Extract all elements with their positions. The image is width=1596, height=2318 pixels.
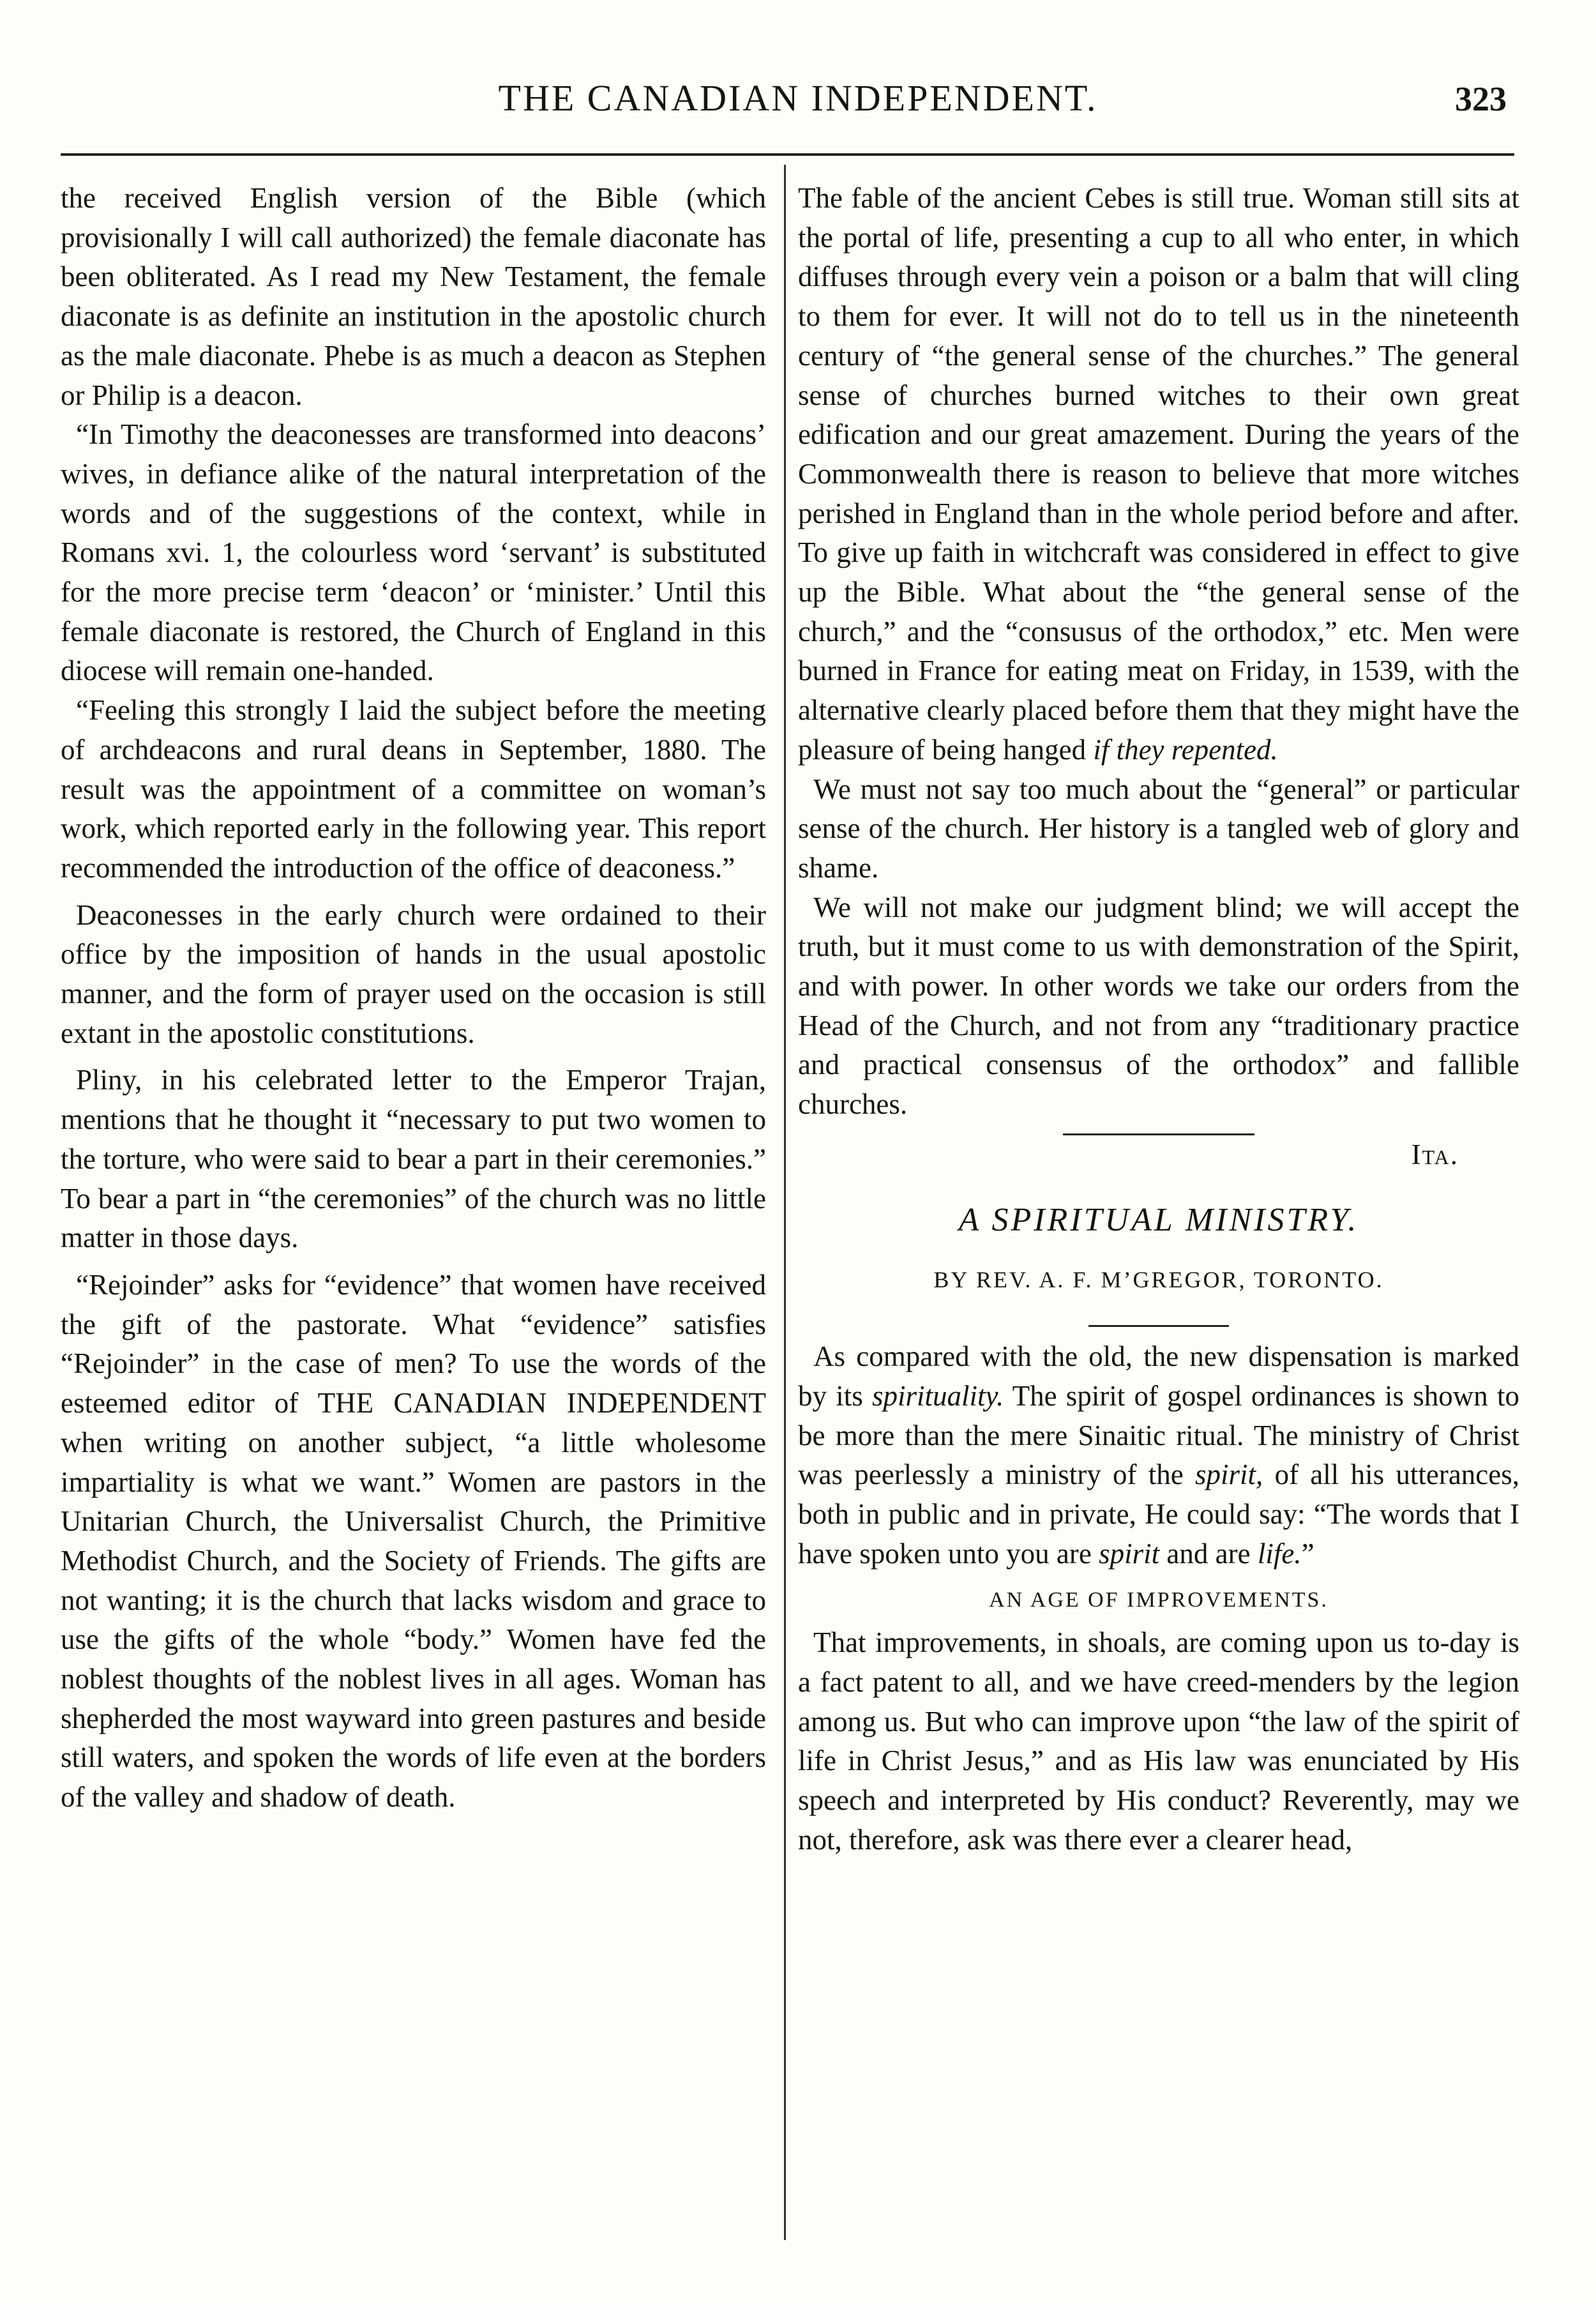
signature: Ita.: [1411, 1138, 1459, 1170]
right-paragraph-3: We will not make our judgment blind; we will accept the truth, but it must come to us with demonstration of the Spirit, and with power. In other words we take our orders from the Head of the Church, and not from any “traditionary practice and practical consensus of the orthodox” and fallible churches.: [798, 891, 1519, 1121]
left-paragraph-2: “In Timothy the deaconesses are transformed into deacons’ wives, in defiance alike of the natural interpretation of the words and of the suggestions of the context, while in Romans xvi. 1, the colourless word ‘servant’ is substituted for the more precise term ‘deacon’ or ‘minister.’ Until this female diaconate is restored, the Church of England in this diocese will remain one-handed.: [61, 418, 766, 687]
page-number: 323: [1455, 80, 1507, 118]
subheading: AN AGE OF IMPROVEMENTS.: [989, 1587, 1329, 1612]
left-paragraph-4: Deaconesses in the early church were ordained to their office by the imposition of hands in the usual apostolic manner, and the form of prayer used on the occasion is still extant in the apostolic constitutions.: [61, 898, 766, 1049]
byline: BY REV. A. F. M’GREGOR, TORONTO.: [933, 1266, 1384, 1292]
left-paragraph-6: “Rejoinder” asks for “evidence” that women have received the gift of the pastorate. What “evidence” satisfies “Rejoinder” in the case of men? To use the words of the esteemed editor of THE CANADIAN INDEPENDENT when writing on another subject, “a little wholesome impartiality is what we want.” Women are pastors in the Unitarian Church, the Universalist Church, the Primitive Methodist Church, and the Society of Friends. The gifts are not wanting; it is the church that lacks wisdom and grace to use the gifts of the whole “body.” Women have fed the noblest thoughts of the noblest lives in all ages. Woman has shepherded the most wayward into green pastures and beside still waters, and spoken the words of life even at the borders of the valley and shadow of death.: [61, 1268, 766, 1814]
right-paragraph-5: That improvements, in shoals, are coming upon us to-day is a fact patent to all, and we have creed-menders by the legion among us. But who can improve upon “the law of the spirit of life in Christ Jesus,” and as His law was enunciated by His speech and interpreted by His conduct? Reverently, may we not, therefore, ask was there ever a clearer head,: [798, 1626, 1519, 1856]
left-paragraph-1: the received English version of the Bible (which provisionally I will call authorized) the female diaconate has been obliterated. As I read my New Testament, the female diaconate is as definite an institution in the apostolic church as the male diaconate. Phebe is as much a deacon as Stephen or Philip is a deacon.: [61, 182, 766, 411]
publication-title: THE CANADIAN INDEPENDENT.: [498, 77, 1098, 119]
left-column: [61, 179, 766, 1817]
header-rule: [61, 153, 1514, 156]
right-column: [798, 179, 1519, 1860]
left-paragraph-5: Pliny, in his celebrated letter to the Emperor Trajan, mentions that he thought it “necessary to put two women to the torture, who were said to bear a part in their ceremonies.” To bear a part in “the ceremonies” of the church was no little matter in those days.: [61, 1064, 766, 1254]
right-paragraph-1: The fable of the ancient Cebes is still true. Woman still sits at the portal of life, presenting a cup to all who enter, in which diffuses through every vein a poison or a balm that will cling to them for ever. It will not do to tell us in the nineteenth century of “the general sense of the churches.” The general sense of churches burned witches to their own great edification and our great amazement. During the years of the Commonwealth there is reason to believe that more witches perished in England than in the whole period before and after. To give up faith in witchcraft was considered in effect to give up the Bible. What about the “the general sense of the church,” and the “consusus of the orthodox,” etc. Men were burned in France for eating meat on Friday, in 1539, with the alternative clearly placed before them that they might have the pleasure of being hanged if they repented.: [798, 182, 1519, 766]
page-header: [0, 77, 1596, 128]
left-paragraph-3: “Feeling this strongly I laid the subject before the meeting of archdeacons and rural deans in September, 1880. The result was the appointment of a committee on woman’s work, which reported early in the following year. This report recommended the introduction of the office of deaconess.”: [61, 694, 766, 884]
byline-rule: [1088, 1325, 1229, 1327]
right-paragraph-2: We must not say too much about the “general” or particular sense of the church. Her history is a tangled web of glory and shame.: [798, 773, 1519, 884]
right-paragraph-4: As compared with the old, the new dispensation is marked by its spirituality. The spirit of gospel ordinances is shown to be more than the mere Sinaitic ritual. The ministry of Christ was peerlessly a ministry of the spirit, of all his utterances, both in public and in private, He could say: “The words that I have spoken unto you are spirit and are life.”: [798, 1340, 1520, 1570]
article-title: A SPIRITUAL MINISTRY.: [958, 1201, 1359, 1238]
column-divider: [784, 165, 786, 2240]
